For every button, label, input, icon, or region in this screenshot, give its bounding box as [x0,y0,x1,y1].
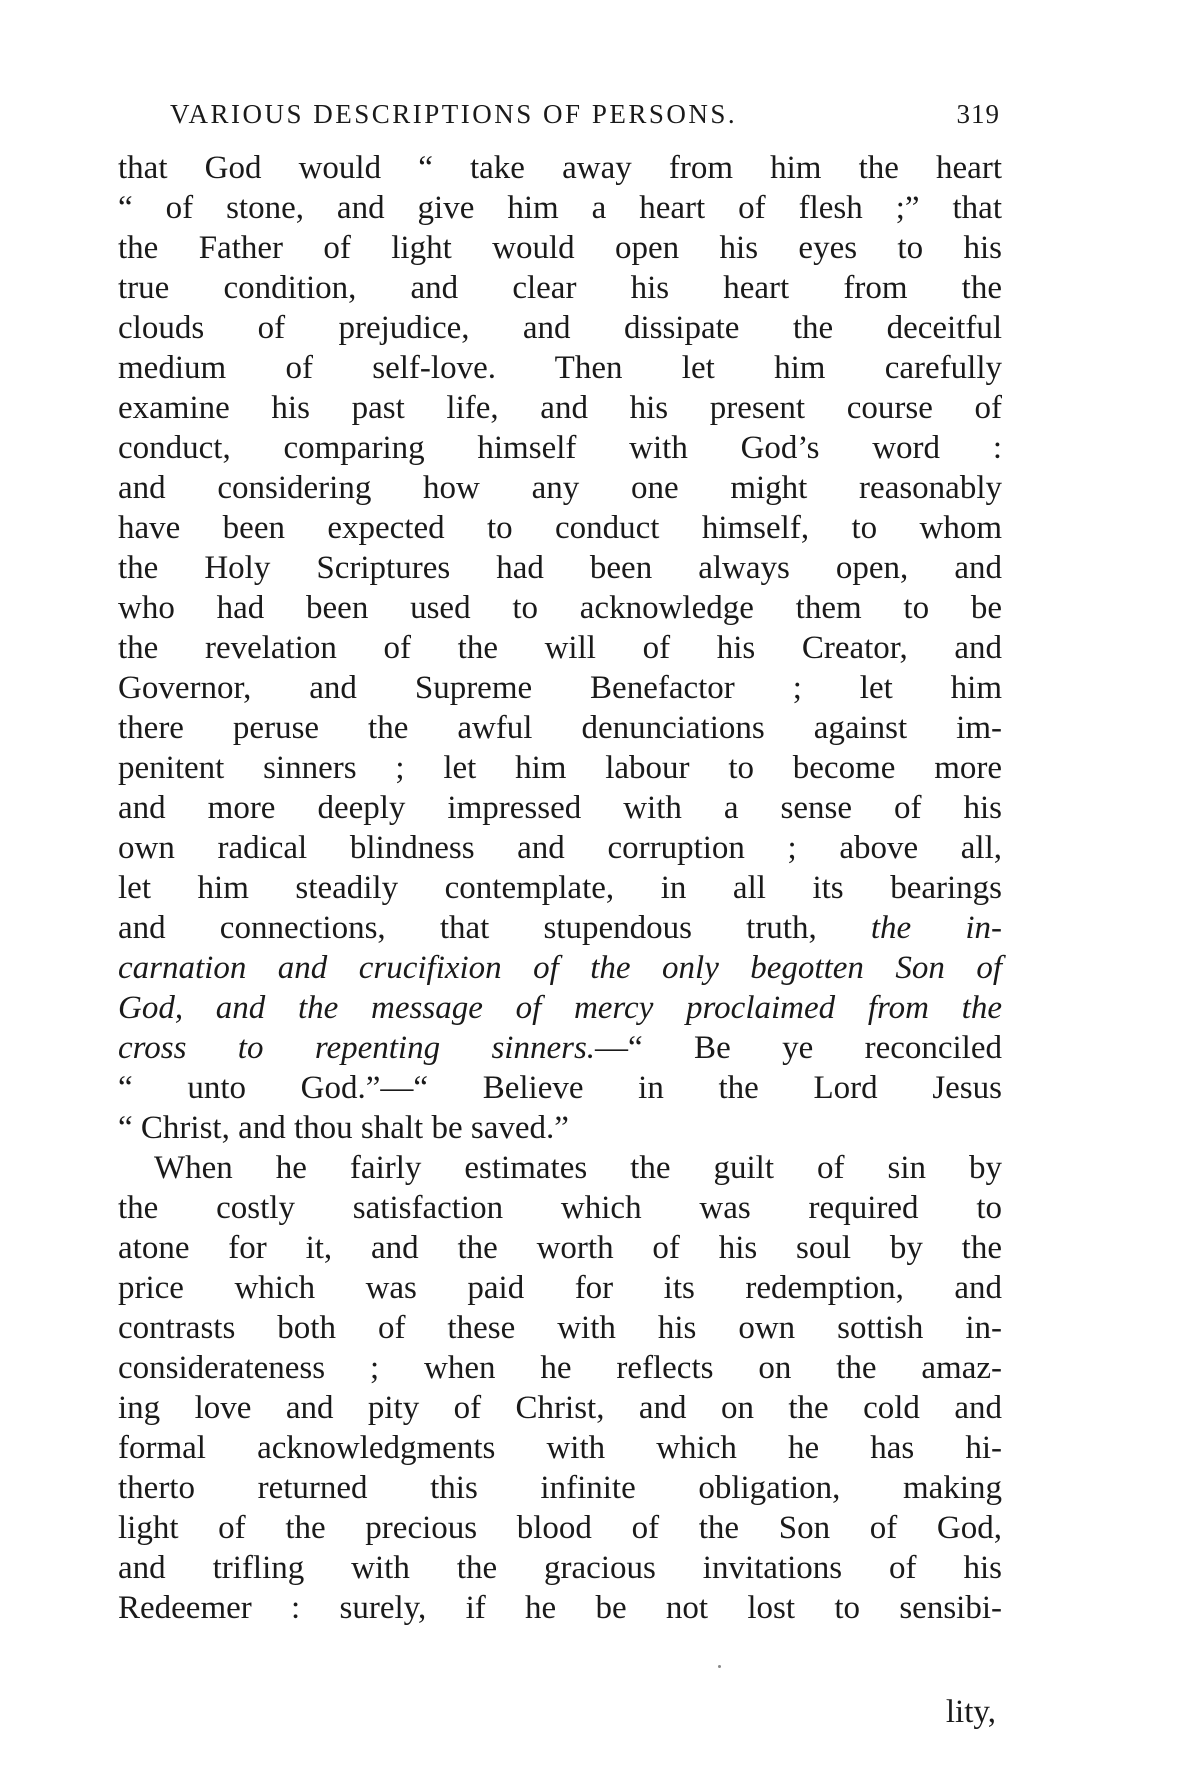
text-line: therto returned this infinite obligation, making [118,1470,1002,1506]
catchword: lity, [945,1694,996,1730]
text-line: light of the precious blood of the Son of God, [118,1510,1002,1546]
text-line: penitent sinners ; let him labour to become more [118,750,1002,786]
italic-span: the in- [870,910,1002,946]
text-span: and connections, that stupendous truth, [118,910,817,946]
text-line: that God would “ take away from him the heart [118,150,1002,186]
text-line: clouds of prejudice, and dissipate the deceitful [118,310,1002,346]
text-line: the costly satisfaction which was required to [118,1190,1002,1226]
text-line: the Holy Scriptures had been always open, and [118,550,1002,586]
text-line: conduct, comparing himself with God’s word : [118,430,1002,466]
text-line: the revelation of the will of his Creator, and [118,630,1002,666]
text-line: “ Christ, and thou shalt be saved.” [118,1110,569,1146]
text-line-mixed [118,1028,1002,1068]
page-number: 319 [956,99,1000,129]
print-speck [718,1665,721,1668]
text-line: have been expected to conduct himself, to whom [118,510,1002,546]
italic-line: God, and the message of mercy proclaimed from the [118,990,1002,1026]
text-line: let him steadily contemplate, in all its bearings [118,870,1002,906]
text-line: true condition, and clear his heart from the [118,270,1002,306]
text-line: Redeemer : surely, if he be not lost to sensibi- [118,1590,1002,1626]
text-line: formal acknowledgments with which he has hi- [118,1430,1002,1466]
body-text [118,148,1002,1628]
text-line: the Father of light would open his eyes to his [118,230,1002,266]
text-line: contrasts both of these with his own sottish in- [118,1310,1002,1346]
running-head [170,96,1000,132]
paragraph-start-line: When he fairly estimates the guilt of sin by [154,1150,1002,1186]
running-title: VARIOUS DESCRIPTIONS OF PERSONS. [170,99,738,129]
text-line: and more deeply impressed with a sense of his [118,790,1002,826]
text-line: and considering how any one might reasonably [118,470,1002,506]
text-line: “ of stone, and give him a heart of flesh ;” that [118,190,1002,226]
text-line: own radical blindness and corruption ; above all, [118,830,1002,866]
text-line: considerateness ; when he reflects on the amaz- [118,1350,1002,1386]
italic-line: carnation and crucifixion of the only begotten Son of [118,950,1002,986]
text-line: ing love and pity of Christ, and on the cold and [118,1390,1002,1426]
text-line: Governor, and Supreme Benefactor ; let him [118,670,1002,706]
text-line-mixed [118,908,1002,948]
text-line: who had been used to acknowledge them to be [118,590,1002,626]
text-line: examine his past life, and his present course of [118,390,1002,426]
text-line: medium of self-love. Then let him carefully [118,350,1002,386]
text-line: and trifling with the gracious invitations of his [118,1550,1002,1586]
text-line: price which was paid for its redemption, and [118,1270,1002,1306]
text-line: there peruse the awful denunciations against im- [118,710,1002,746]
text-span: —“ Be ye reconciled [595,1030,1002,1066]
text-line: “ unto God.”—“ Believe in the Lord Jesus [118,1070,1002,1106]
italic-span: cross to repenting sinners. [118,1030,596,1066]
text-line: atone for it, and the worth of his soul by the [118,1230,1002,1266]
